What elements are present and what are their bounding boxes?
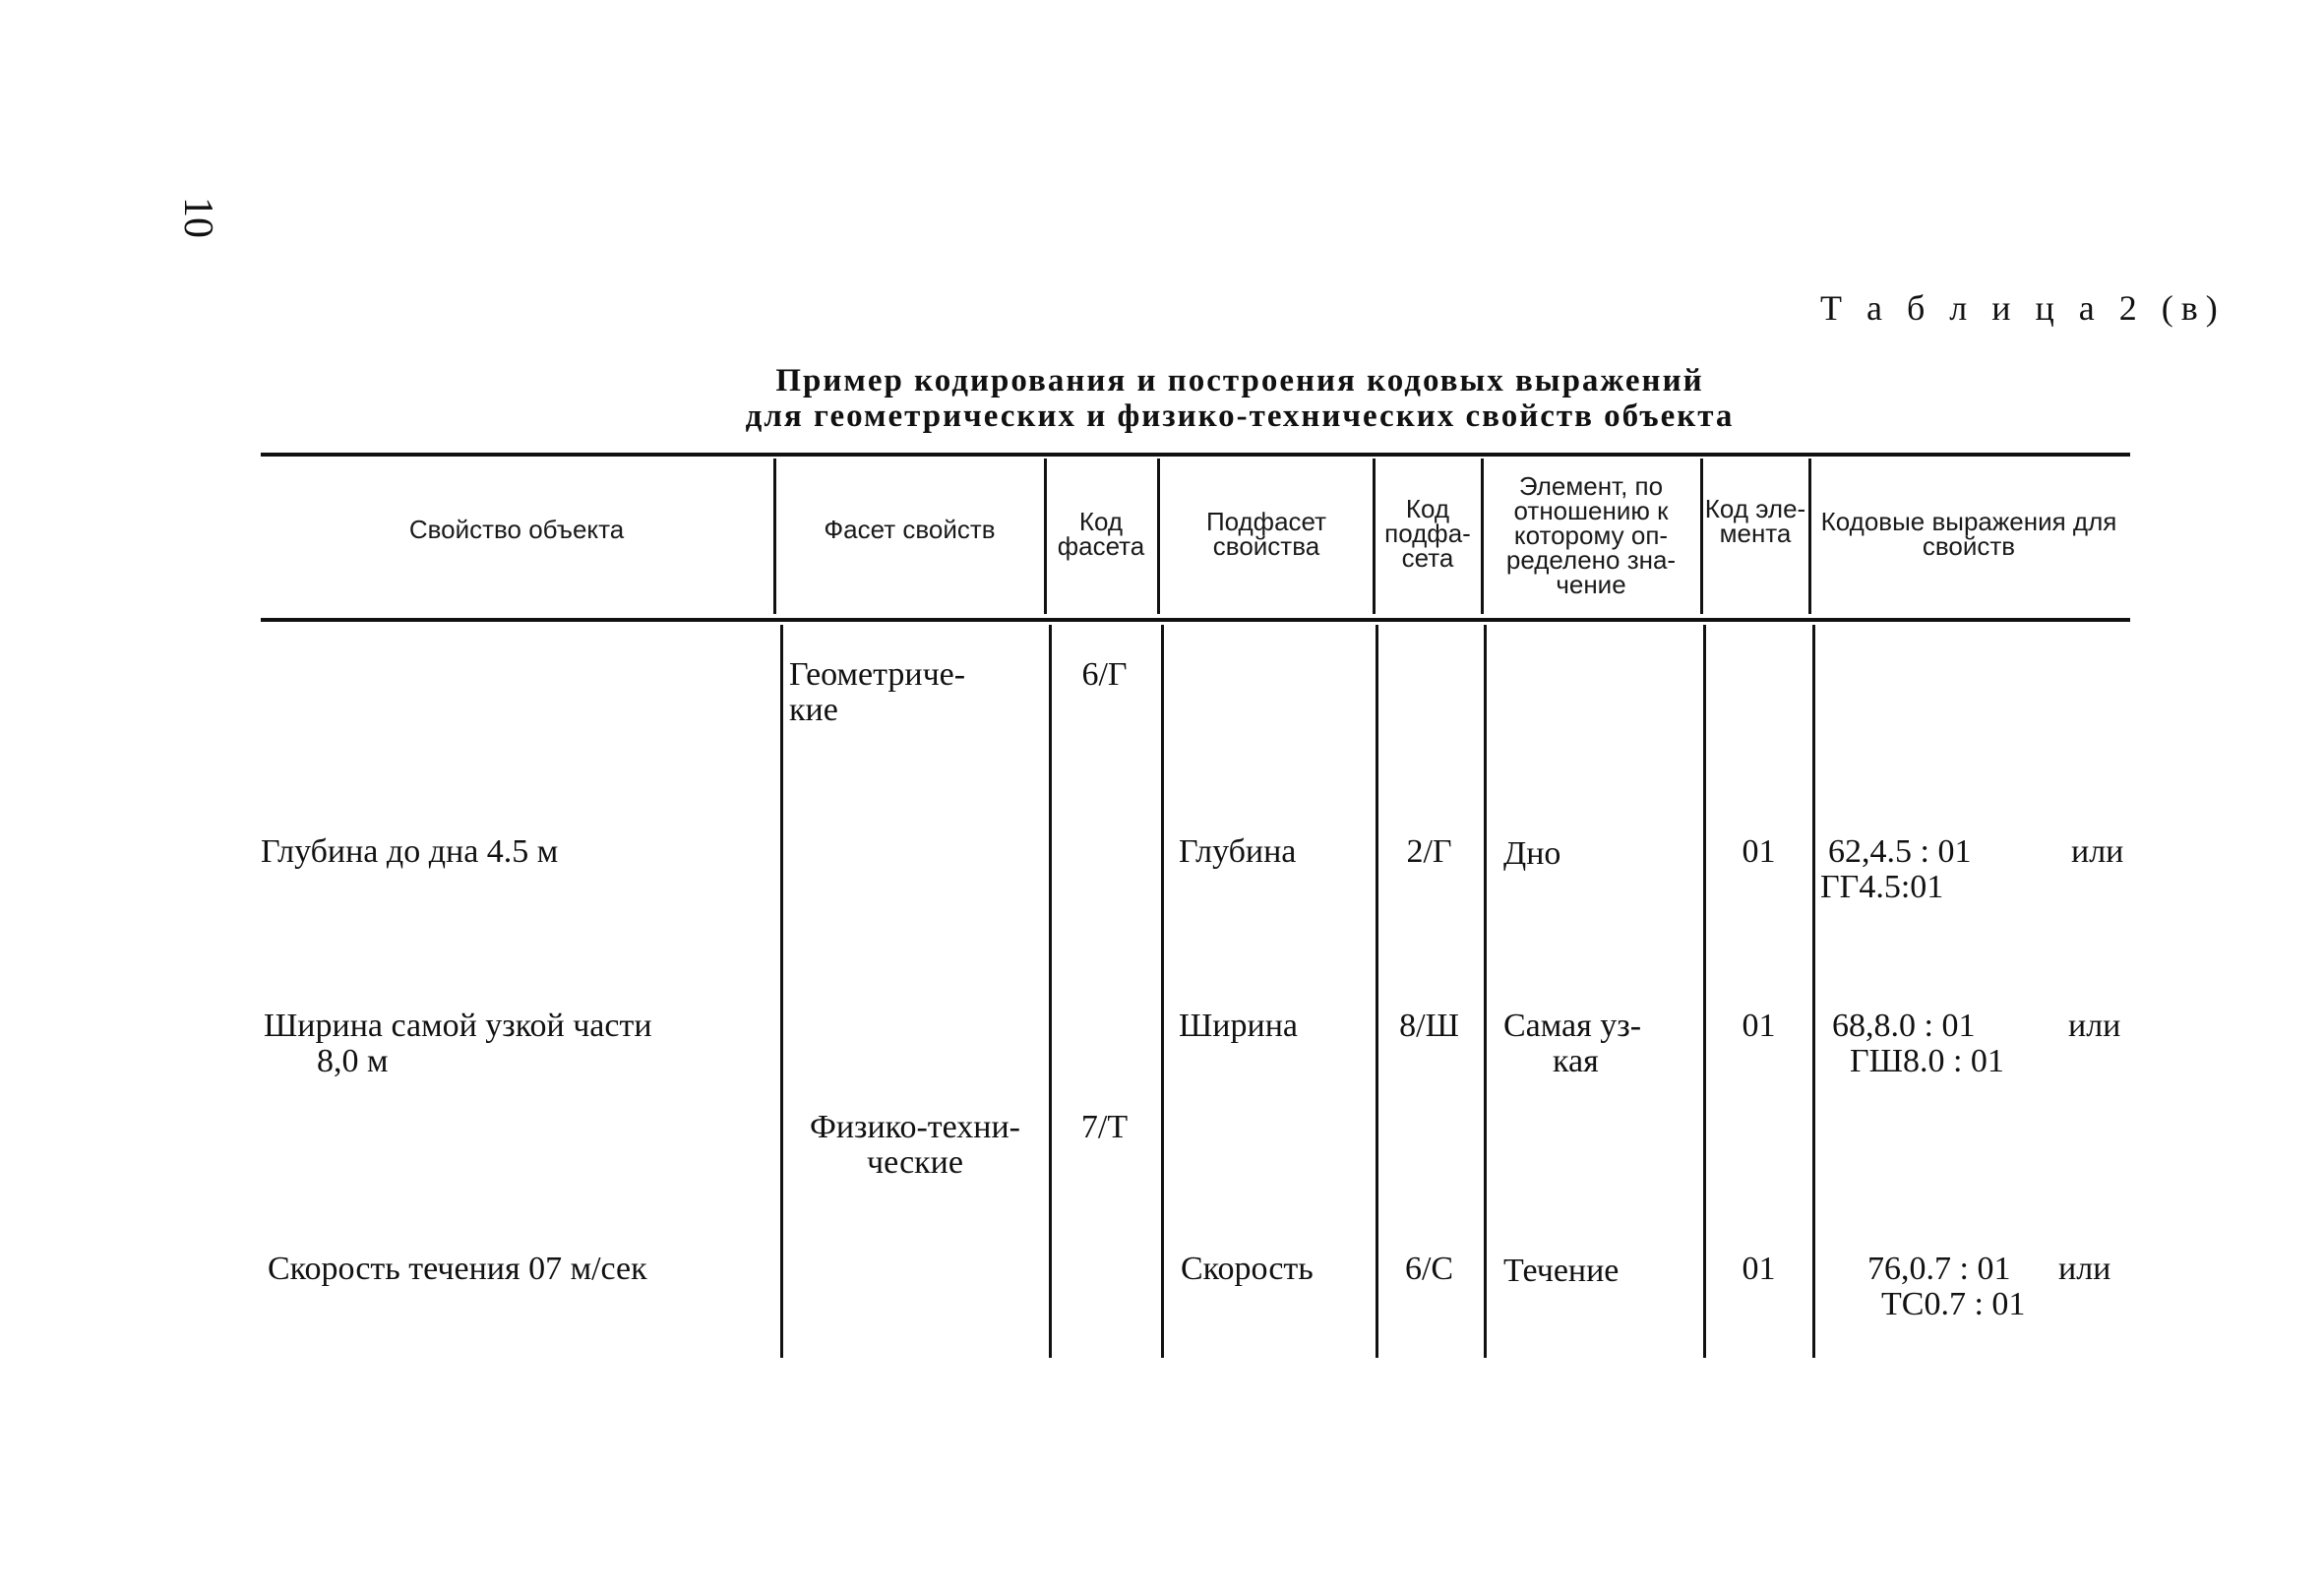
- header-property: Свойство объекта: [408, 515, 625, 544]
- row1-property: Глубина до дна 4.5 м: [261, 833, 559, 870]
- header-facet: Фасет свойств: [824, 515, 996, 544]
- table-title-line-1: Пример кодирования и построения кодовых выражений: [775, 363, 1704, 398]
- body-divider: [1484, 625, 1487, 1358]
- header-bottom-rule: [261, 618, 2130, 622]
- row3-expression-1: 76,0.7 : 01: [1867, 1251, 2011, 1287]
- row2-subfacet-code: 8/Ш: [1399, 1008, 1459, 1044]
- body-divider: [1376, 625, 1378, 1358]
- row1-element-code: 01: [1742, 833, 1776, 870]
- row1-subfacet: Глубина: [1179, 833, 1297, 870]
- header-divider: [1808, 459, 1811, 614]
- row1-or: или: [2071, 833, 2124, 870]
- table-title-line-2: для геометрических и физико-технических свойств объекта: [745, 398, 1735, 434]
- row3-element-code: 01: [1742, 1251, 1776, 1287]
- header-subfacet-code: Код подфа-сета: [1384, 494, 1471, 573]
- header-expressions: Кодовые выражения для свойств: [1820, 507, 2117, 561]
- row2-property-line-2: 8,0 м: [317, 1043, 389, 1079]
- body-divider: [1812, 625, 1815, 1358]
- body-divider: [780, 625, 783, 1358]
- row3-subfacet-code: 6/С: [1404, 1251, 1454, 1287]
- row2-element-code: 01: [1742, 1008, 1776, 1044]
- facet-geometric-code: 6/Г: [1081, 656, 1128, 693]
- row3-property: Скорость течения 07 м/сек: [268, 1251, 647, 1287]
- header-element: Элемент, по отношению к которому оп-ределено зна-чение: [1505, 471, 1677, 599]
- header-element-code: Код эле-мента: [1704, 494, 1806, 548]
- row3-element: Течение: [1503, 1253, 1620, 1289]
- facet-physical-code: 7/Т: [1080, 1109, 1129, 1145]
- body-divider: [1049, 625, 1052, 1358]
- row2-or: или: [2068, 1008, 2121, 1044]
- row2-element-line-2: кая: [1553, 1043, 1599, 1079]
- row2-expression-2: ГШ8.0 : 01: [1850, 1043, 2004, 1079]
- header-facet-code: Код фасета: [1057, 507, 1145, 561]
- row3-expression-2: ТС0.7 : 01: [1881, 1286, 2026, 1322]
- row2-expression-1: 68,8.0 : 01: [1832, 1008, 1976, 1044]
- header-subfacet: Подфасет свойства: [1205, 507, 1327, 561]
- header-divider: [1157, 459, 1160, 614]
- row2-element-line-1: Самая уз-: [1503, 1008, 1642, 1044]
- header-divider: [773, 459, 776, 614]
- row1-expression-1: 62,4.5 : 01: [1828, 833, 1972, 870]
- table-label: Т а б л и ц а 2 (в): [1820, 288, 2226, 328]
- facet-geometric: Геометриче-кие: [789, 656, 966, 728]
- header-divider: [1700, 459, 1703, 614]
- page-number: 10: [175, 197, 220, 238]
- row3-or: или: [2058, 1251, 2111, 1287]
- facet-physical: Физико-техни-ческие: [809, 1109, 1020, 1181]
- table-top-rule: [261, 453, 2130, 457]
- row2-subfacet: Ширина: [1179, 1008, 1298, 1044]
- body-divider: [1703, 625, 1706, 1358]
- row1-subfacet-code: 2/Г: [1406, 833, 1452, 870]
- row2-property-line-1: Ширина самой узкой части: [264, 1008, 652, 1044]
- row1-expression-2: ГГ4.5:01: [1820, 869, 1944, 905]
- row3-subfacet: Скорость: [1181, 1251, 1314, 1287]
- body-divider: [1161, 625, 1164, 1358]
- row1-element: Дно: [1503, 835, 1561, 872]
